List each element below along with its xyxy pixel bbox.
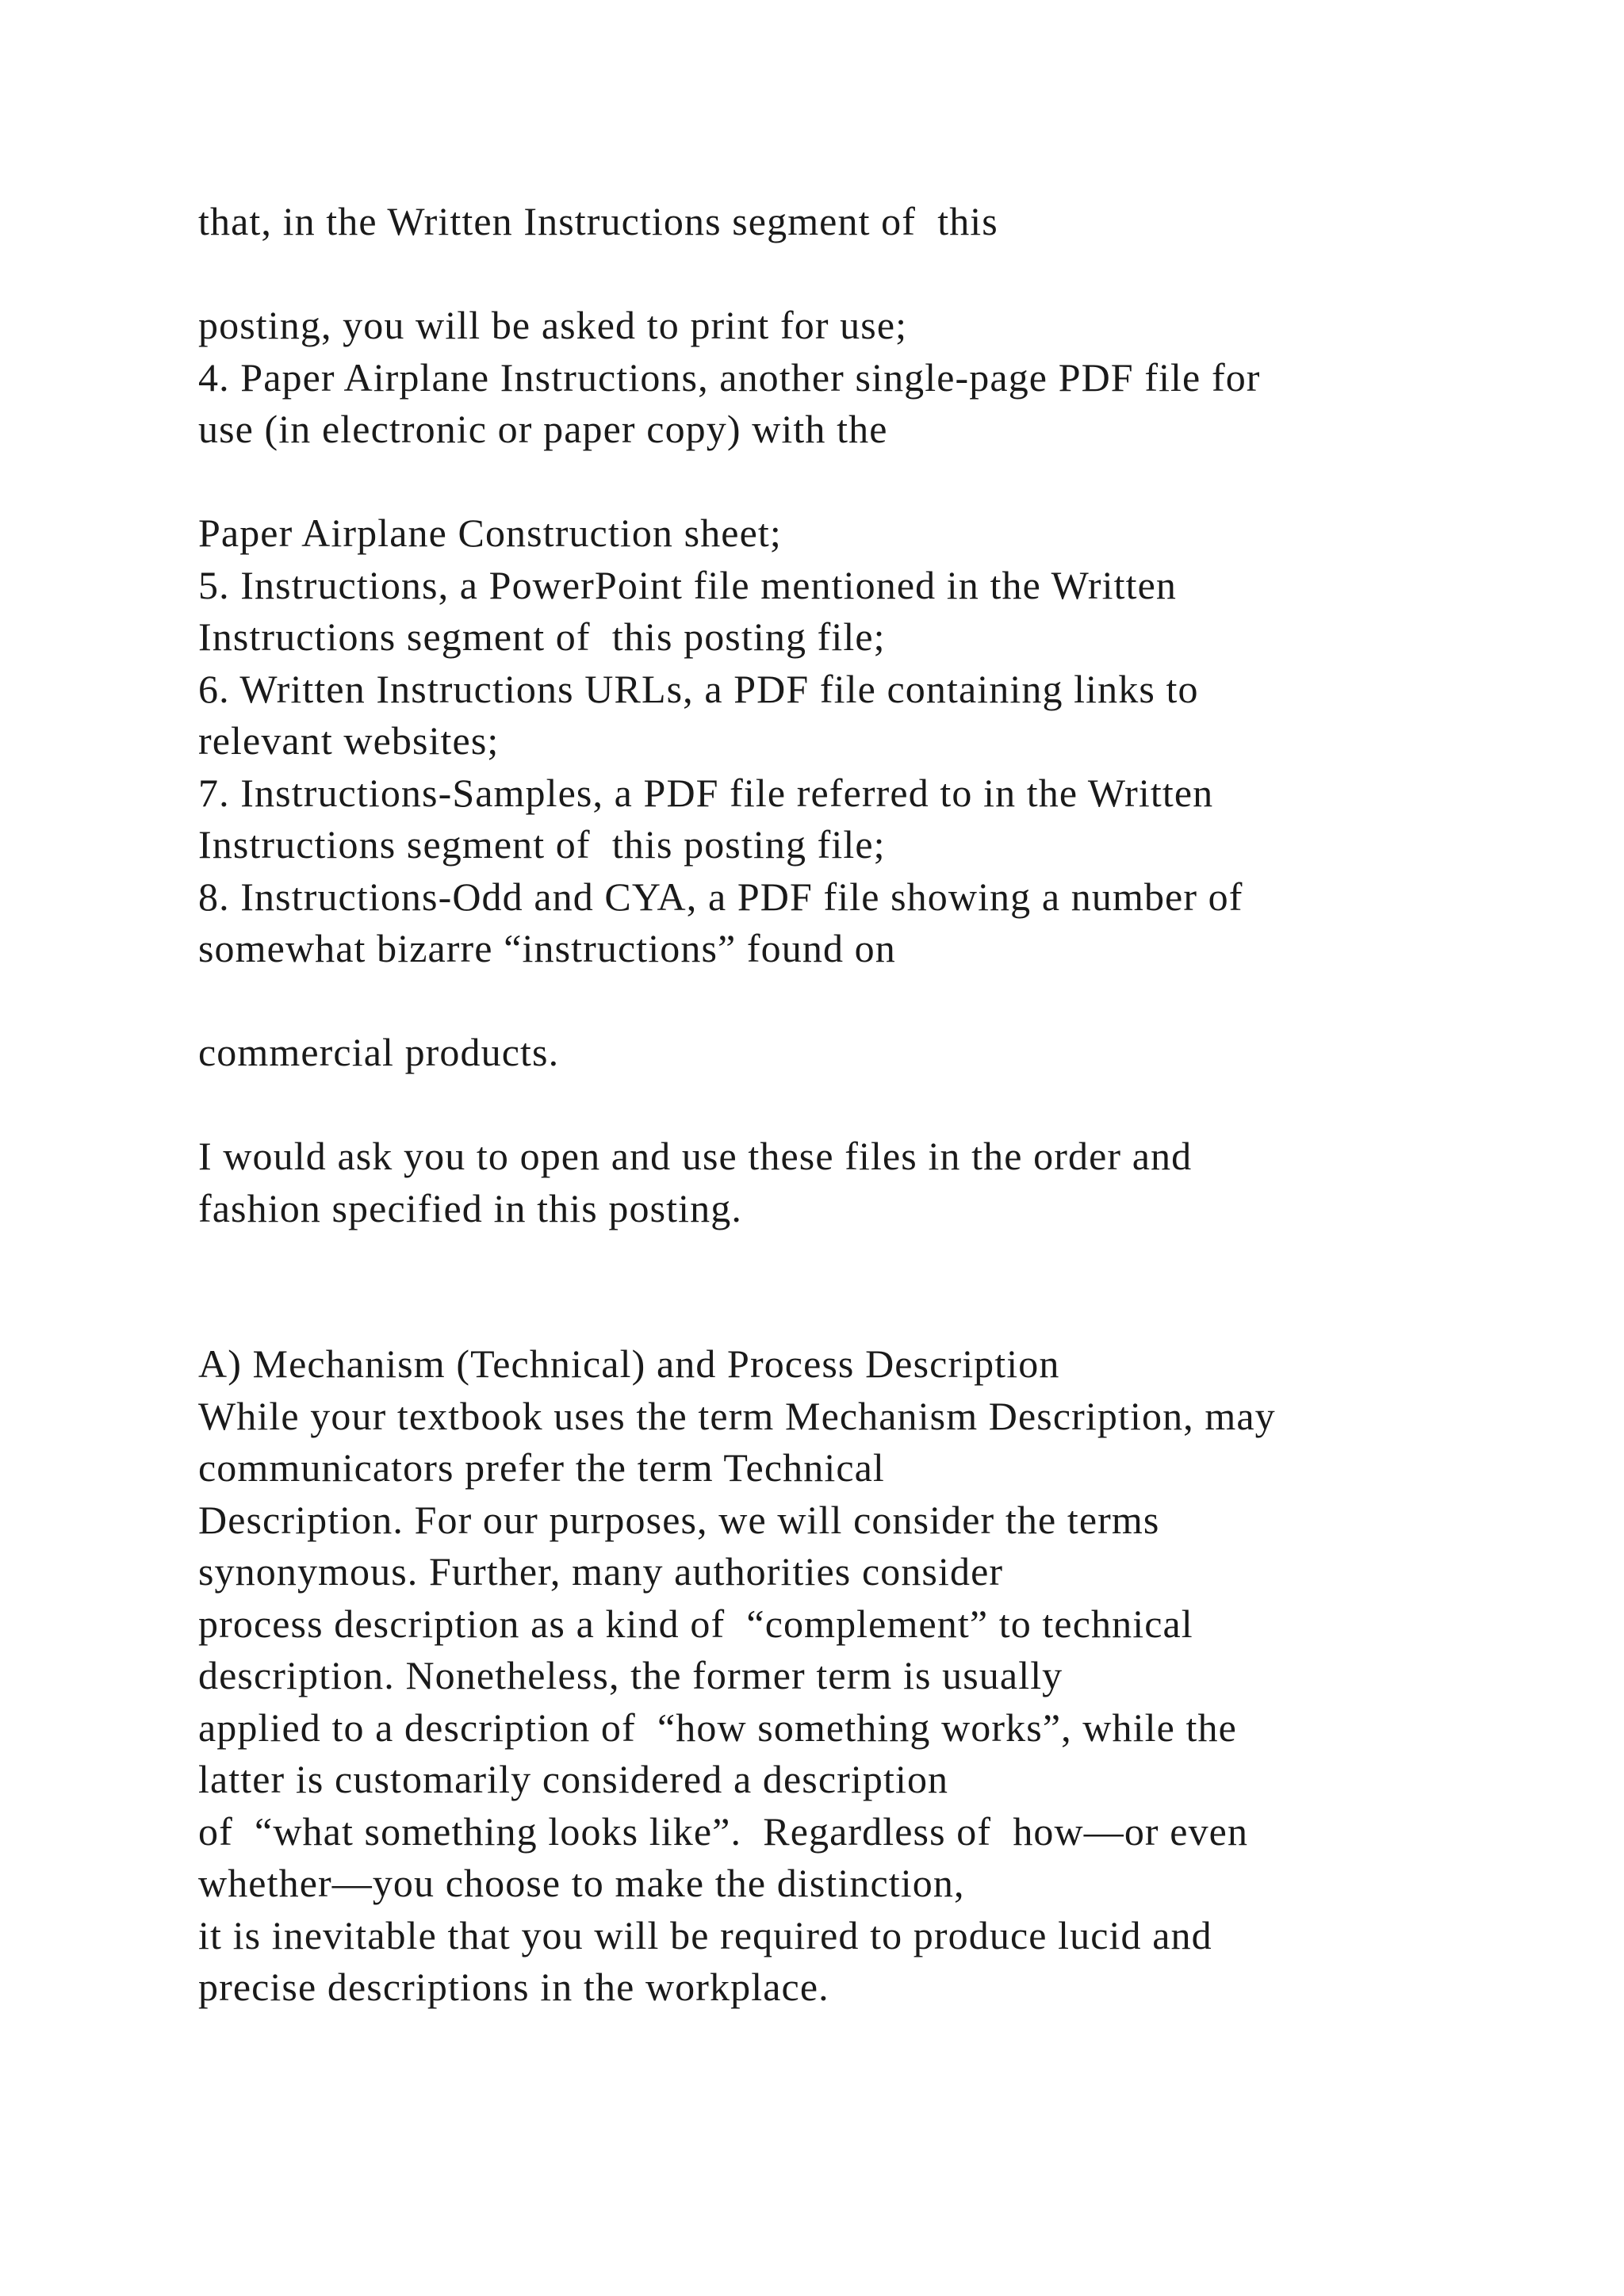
text-line: communicators prefer the term Technical	[198, 1445, 885, 1490]
text-line: precise descriptions in the workplace.	[198, 1965, 829, 2009]
text-line: 5. Instructions, a PowerPoint file mentioned in the Written	[198, 562, 1177, 607]
text-line: 7. Instructions-Samples, a PDF file referred to in the Written	[198, 770, 1214, 815]
text-line: latter is customarily considered a description	[198, 1757, 949, 1801]
text-line: process description as a kind of “complement” to technical	[198, 1601, 1193, 1646]
text-line: 4. Paper Airplane Instructions, another single-page PDF file for	[198, 354, 1261, 400]
blank-line	[198, 975, 1562, 1027]
section-heading: A) Mechanism (Technical) and Process Description	[198, 1341, 1060, 1386]
text-line: While your textbook uses the term Mechanism Description, may	[198, 1393, 1276, 1438]
text-line: synonymous. Further, many authorities consider	[198, 1549, 1004, 1594]
text-line: that, in the Written Instructions segment of this	[198, 199, 998, 243]
text-line: Paper Airplane Construction sheet;	[198, 511, 782, 555]
blank-line	[198, 456, 1562, 508]
text-line: 8. Instructions-Odd and CYA, a PDF file showing a number of	[198, 874, 1243, 919]
text-line: description. Nonetheless, the former term is usually	[198, 1653, 1063, 1697]
text-line: posting, you will be asked to print for use;	[198, 303, 908, 347]
text-line: use (in electronic or paper copy) with the	[198, 407, 888, 451]
text-line: relevant websites;	[198, 718, 500, 763]
blank-line	[198, 248, 1562, 300]
blank-line	[198, 1287, 1562, 1339]
text-line: of “what something looks like”. Regardless of how—or even	[198, 1808, 1249, 1854]
text-line: somewhat bizarre “instructions” found on	[198, 926, 896, 970]
text-line: 6. Written Instructions URLs, a PDF file containing links to	[198, 666, 1199, 711]
document-body	[198, 196, 1562, 2014]
text-line: Instructions segment of this posting file;	[198, 822, 886, 867]
text-line: Description. For our purposes, we will consider the terms	[198, 1497, 1160, 1542]
text-line: I would ask you to open and use these files in the order and	[198, 1134, 1193, 1178]
blank-line	[198, 1234, 1562, 1287]
blank-line	[198, 1079, 1562, 1131]
text-line: Instructions segment of this posting file;	[198, 614, 886, 659]
text-line: commercial products.	[198, 1030, 560, 1074]
text-line: it is inevitable that you will be required to produce lucid and	[198, 1912, 1212, 1957]
text-line: whether—you choose to make the distinction,	[198, 1861, 965, 1905]
text-line: fashion specified in this posting.	[198, 1185, 742, 1230]
text-line: applied to a description of “how something works”, while the	[198, 1705, 1237, 1750]
